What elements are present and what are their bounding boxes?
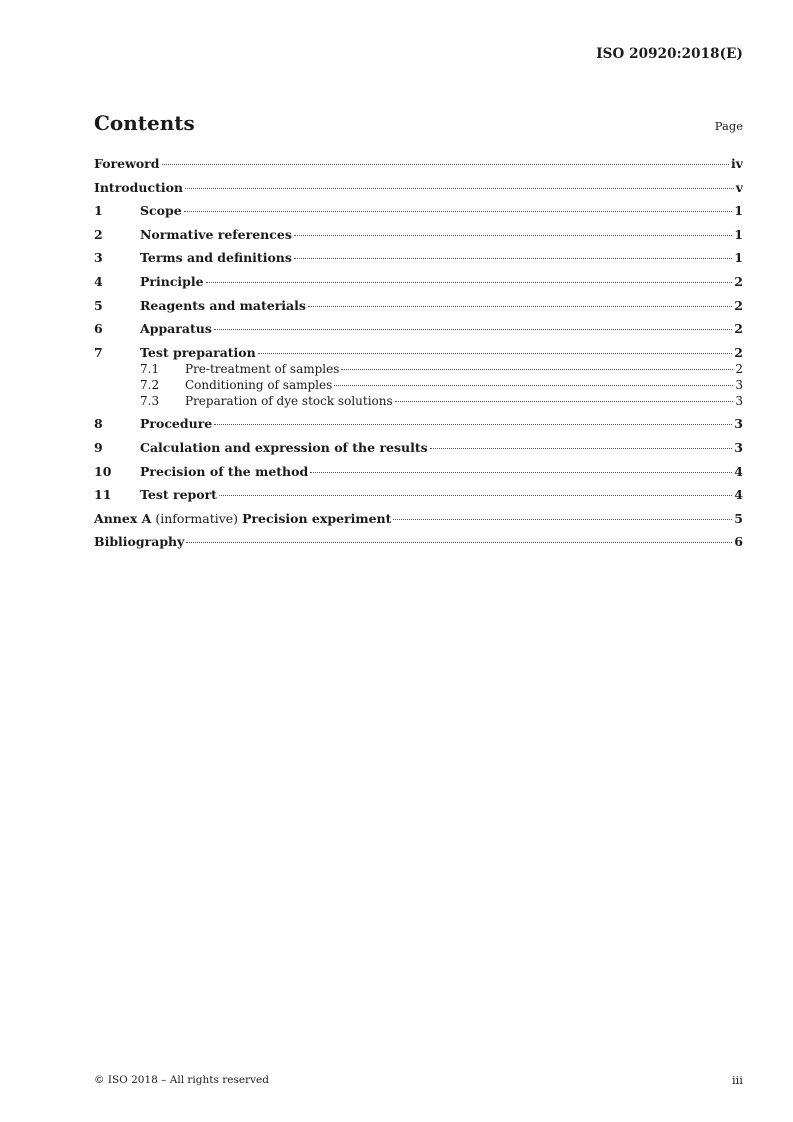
toc-subentry-title: Pre-treatment of samples [185,361,340,376]
toc-subentry-title: Conditioning of samples [185,377,333,392]
toc-entry-test-report[interactable] [94,487,743,503]
page-column-label: Page [714,119,743,133]
dot-leader [430,447,733,449]
dot-leader [310,471,732,473]
toc-entry-page: 2 [734,273,743,289]
toc-entry-page: 4 [734,463,743,479]
toc-entry-title: Terms and definitions [140,250,292,266]
toc-entry-scope[interactable] [94,203,743,219]
toc-entry-number: 8 [94,416,103,432]
dot-leader [395,400,734,402]
annex-type: (informative) [155,510,239,526]
toc-entry-page: 1 [734,203,743,219]
toc-entry-page: 4 [734,487,743,503]
toc-entry-page: 3 [734,416,743,432]
toc-subentry-number: 7.3 [140,393,160,408]
toc-entry-page: v [735,179,743,195]
toc-entry-calculation[interactable] [94,440,743,456]
toc-entry-title: Procedure [140,416,213,432]
toc-entry-page: 6 [734,534,743,550]
copyright-notice: © ISO 2018 – All rights reserved [94,1074,269,1086]
toc-entry-title: Scope [140,203,182,219]
toc-entry-page: 2 [734,344,743,360]
toc-entry-number: 6 [94,321,103,337]
toc-subentry-page: 3 [735,393,743,408]
dot-leader [334,384,733,386]
toc-entry-title: Principle [140,273,204,289]
toc-entry-page: 1 [734,226,743,242]
toc-entry-number: 11 [94,487,112,503]
toc-entry-foreword[interactable] [94,156,743,172]
toc-entry-page: 2 [734,297,743,313]
toc-entry-principle[interactable] [94,274,743,290]
toc-entry-terms-and-definitions[interactable] [94,250,743,266]
toc-entry-title: Calculation and expression of the results [140,439,428,455]
toc-entry-title: Introduction [94,179,184,195]
annex-title: Precision experiment [242,510,392,526]
contents-title: Contents [94,111,195,135]
toc-entry-title: Bibliography [94,534,185,550]
toc-entry-number: 3 [94,250,103,266]
toc-entry-introduction[interactable] [94,180,743,196]
toc-entry-title: Test report [140,487,217,503]
toc-subentry-dye-stock-solutions[interactable] [94,393,743,409]
toc-entry-page: 2 [734,321,743,337]
toc-entry-title: Apparatus [140,321,212,337]
toc-entry-number: 9 [94,439,103,455]
toc-entry-title: Normative references [140,226,292,242]
dot-leader [294,234,732,236]
toc-entry-procedure[interactable] [94,416,743,432]
dot-leader [186,541,732,543]
toc-entry-annex-a[interactable] [94,511,743,527]
dot-leader [294,257,732,259]
toc-entry-title: Foreword [94,156,160,171]
toc-subentry-page: 3 [735,377,743,392]
toc-subentry-pre-treatment[interactable] [94,361,743,377]
dot-leader [219,494,732,496]
toc-entry-number: 10 [94,463,112,479]
toc-entry-apparatus[interactable] [94,321,743,337]
dot-leader [184,210,733,212]
toc-entry-title: Test preparation [140,344,256,360]
toc-subentry-number: 7.2 [140,377,160,392]
dot-leader [162,163,729,165]
toc-entry-number: 4 [94,273,103,289]
document-code: ISO 20920:2018(E) [596,46,743,62]
dot-leader [393,518,732,520]
dot-leader [308,305,732,307]
dot-leader [206,281,733,283]
dot-leader [214,423,732,425]
table-of-contents [94,156,743,558]
toc-entry-title: Precision of the method [140,463,309,479]
toc-entry-page: 5 [734,510,743,526]
toc-entry-number: 2 [94,226,103,242]
dot-leader [258,352,733,354]
toc-subentry-title: Preparation of dye stock solutions [185,393,393,408]
toc-entry-title: Reagents and materials [140,297,306,313]
toc-subentry-conditioning[interactable] [94,377,743,393]
toc-entry-bibliography[interactable] [94,534,743,550]
toc-subentry-number: 7.1 [140,361,160,376]
dot-leader [214,328,732,330]
toc-entry-number: 5 [94,297,103,313]
toc-entry-test-preparation[interactable] [94,345,743,361]
dot-leader [185,187,734,189]
toc-entry-normative-references[interactable] [94,227,743,243]
dot-leader [341,368,733,370]
toc-entry-number: 7 [94,344,103,360]
toc-entry-number: 1 [94,203,103,219]
annex-label: Annex A [94,510,152,526]
toc-entry-precision-of-method[interactable] [94,464,743,480]
toc-entry-page: 3 [734,439,743,455]
toc-entry-reagents-and-materials[interactable] [94,298,743,314]
toc-entry-page: 1 [734,250,743,266]
toc-subentry-page: 2 [735,361,743,376]
page-number: iii [731,1073,743,1087]
toc-entry-page: iv [730,156,743,171]
